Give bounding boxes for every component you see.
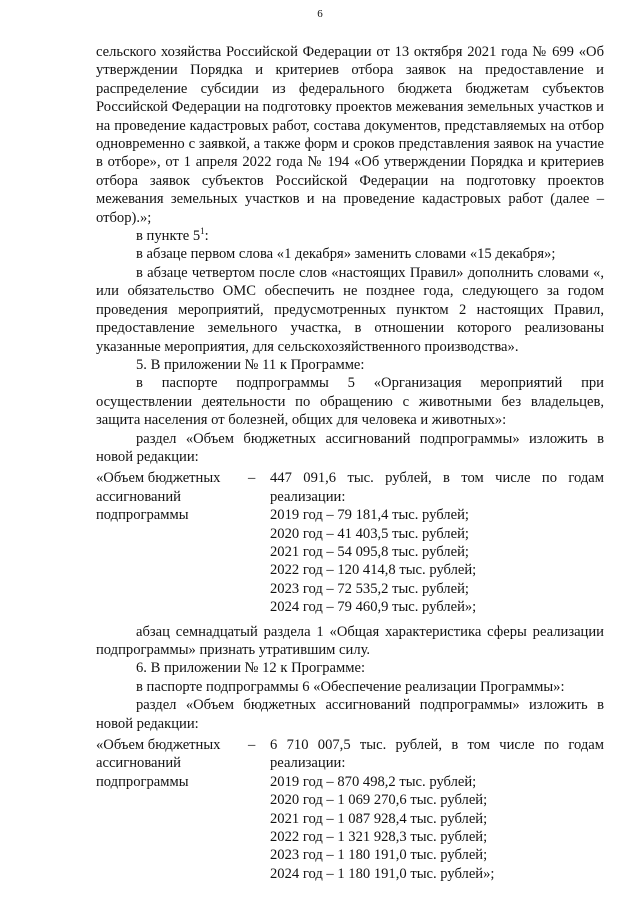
budget-table-2-year: 2023 год – 1 180 191,0 тыс. рублей; <box>270 847 488 864</box>
budget-table-2-year: 2019 год – 870 498,2 тыс. рублей; <box>270 773 477 790</box>
budget-table-2-year: 2022 год – 1 321 928,3 тыс. рублей; <box>270 829 488 846</box>
paragraph-11: раздел «Объем бюджетных ассигнований подпрограммы» изложить в новой редакции: <box>96 697 604 732</box>
budget-table-2-year: 2024 год – 1 180 191,0 тыс. рублей»; <box>270 865 495 882</box>
budget-table-2-values <box>270 736 604 883</box>
budget-table-1-year: 2020 год – 41 403,5 тыс. рублей; <box>270 525 469 542</box>
budget-table-2-dash: – <box>248 737 256 754</box>
paragraph-4: в абзаце четвертом после слов «настоящих Правил» дополнить словами «, или обязательство ОМС обеспечить не позднее года, следующего за годом проведения мероприятий, предусмотренных пунктом 2 настоящих Правил, предоставление земельного участка, в отношении которого реализованы указанные мероприятия, для сельскохозяйственного производства». <box>96 264 604 355</box>
budget-table-1 <box>96 469 604 616</box>
paragraph-2-text: в пункте 5 <box>136 228 201 245</box>
budget-table-1-total: 447 091,6 тыс. рублей, в том числе по годам реализации: <box>270 470 604 505</box>
budget-table-2-year: 2020 год – 1 069 270,6 тыс. рублей; <box>270 792 488 809</box>
paragraph-2 <box>96 227 604 245</box>
page-number: 6 <box>317 8 323 20</box>
paragraph-8: абзац семнадцатый раздела 1 «Общая характеристика сферы реализации подпрограммы» признать утратившим силу. <box>96 623 604 658</box>
paragraph-9: 6. В приложении № 12 к Программе: <box>136 660 366 677</box>
paragraph-7: раздел «Объем бюджетных ассигнований подпрограммы» изложить в новой редакции: <box>96 430 604 465</box>
paragraph-2-end: : <box>204 228 209 245</box>
paragraph-5: 5. В приложении № 11 к Программе: <box>136 356 365 373</box>
paragraph-6: в паспорте подпрограммы 5 «Организация мероприятий при осуществлении деятельности по обращению с животными без владельцев, защита населения от болезней, общих для человека и животных»: <box>96 375 604 429</box>
paragraph-1: сельского хозяйства Российской Федерации от 13 октября 2021 года № 699 «Об утверждении Порядка и критериев отбора заявок на предоставление и распределение субсидии из федерального бюджета бюджетам субъектов Российской Федерации на подготовку проектов межевания земельных участков и на проведение кадастровых работ, состава документов, представляемых на отбор одновременно с заявкой, а также форм и сроков представления заявок на участие в отборе», от 1 апреля 2022 года № 194 «Об утверждении Порядка и критериев отбора заявок субъектов Российской Федерации на подготовку проектов межевания земельных участков и на проведение кадастровых работ (далее – отбор).»; <box>96 44 604 226</box>
budget-table-1-year: 2019 год – 79 181,4 тыс. рублей; <box>270 507 469 524</box>
paragraph-10: в паспорте подпрограммы 6 «Обеспечение реализации Программы»: <box>136 678 565 695</box>
budget-table-2-label: «Объем бюджетных ассигнований подпрограммы <box>96 737 221 790</box>
budget-table-1-dash: – <box>248 470 256 487</box>
document-body <box>96 43 604 889</box>
budget-table-1-values <box>270 469 604 616</box>
budget-table-1-label: «Объем бюджетных ассигнований подпрограммы <box>96 470 221 524</box>
budget-table-2 <box>96 736 604 883</box>
budget-table-2-year: 2021 год – 1 087 928,4 тыс. рублей; <box>270 810 488 827</box>
paragraph-2-sup: 1 <box>200 226 205 237</box>
budget-table-1-year: 2021 год – 54 095,8 тыс. рублей; <box>270 543 469 560</box>
budget-table-1-year: 2024 год – 79 460,9 тыс. рублей»; <box>270 599 477 616</box>
budget-table-1-year: 2023 год – 72 535,2 тыс. рублей; <box>270 580 469 597</box>
budget-table-2-total: 6 710 007,5 тыс. рублей, в том числе по годам реализации: <box>270 737 604 772</box>
paragraph-3: в абзаце первом слова «1 декабря» заменить словами «15 декабря»; <box>136 246 556 263</box>
budget-table-1-year: 2022 год – 120 414,8 тыс. рублей; <box>270 562 477 579</box>
